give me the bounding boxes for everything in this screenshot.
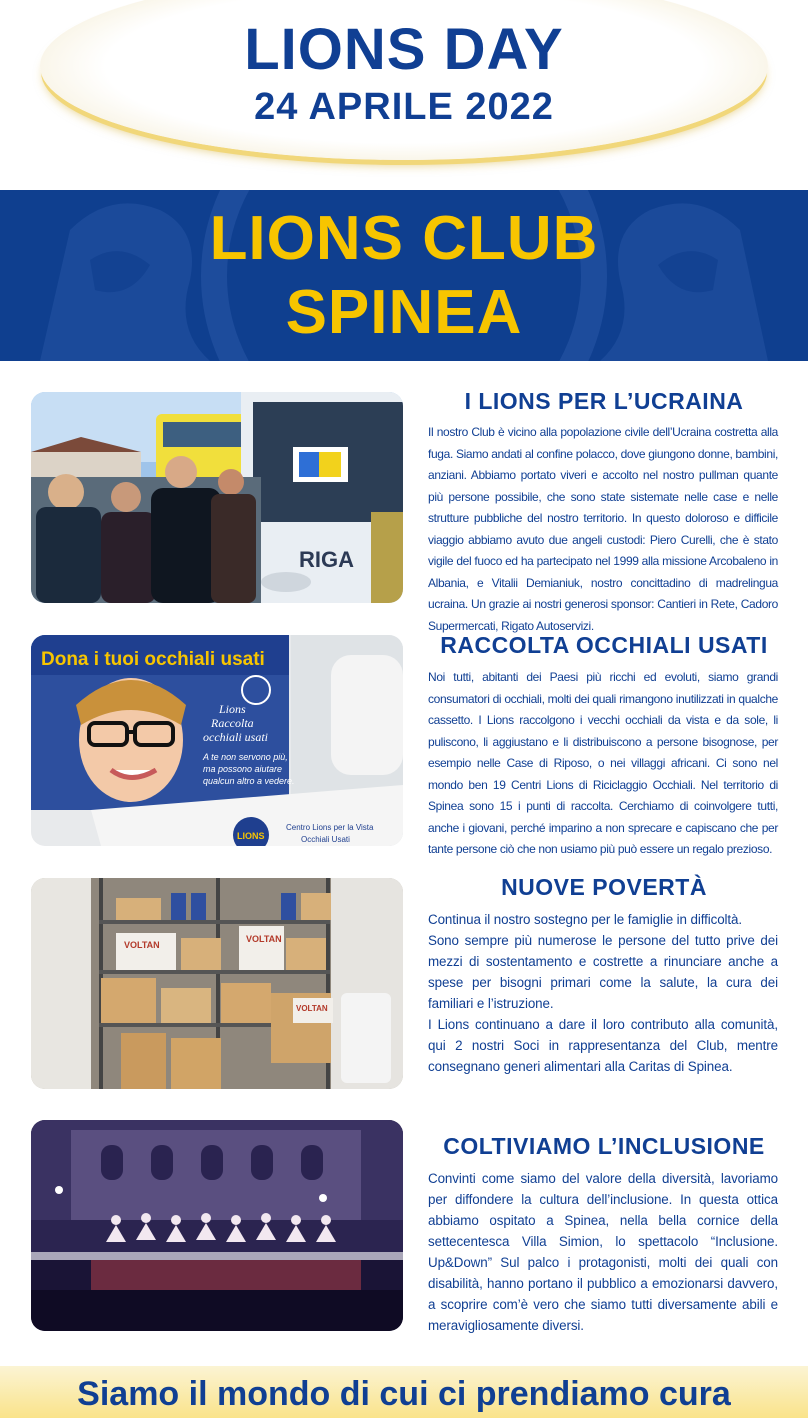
poster-brand-raccolta: Raccolta	[211, 716, 254, 730]
header	[0, 0, 808, 190]
poster-slogan-3: qualcun altro a vedere.	[203, 776, 295, 786]
bus-lettering: RIGA	[299, 547, 354, 572]
club-banner	[0, 190, 808, 361]
section-text-inclusion: Convinti come siamo del valore della diversità, lavoriamo per diffondere la cultura dell’inclusione. In questa ottica abbiamo ospitato a Spinea, nella bella cornice della settecentesca Villa Simion, lo spettacolo “Inclusione. Up&Down” Sul palco i protagonisti, molti dei quali con disabilità, hanno portano il pubblico a emozionarsi davvero, a scoprire com’è vero che siamo tutti diversamente abili e meravigliosamente diversi.	[428, 1171, 778, 1333]
section-heading-ukraine: I LIONS PER L’UCRAINA	[464, 388, 744, 414]
footer-band	[0, 1366, 808, 1418]
event-title: LIONS DAY	[244, 17, 564, 82]
lions-badge-text: LIONS	[237, 831, 265, 841]
event-date: 24 APRILE 2022	[254, 86, 554, 128]
section-text-poverty	[428, 909, 778, 1077]
poverty-paragraph-2: Sono sempre più numerose le persone del tutto prive dei mezzi di sostentamento e costrette a rinunciare anche a spese per bisogni primari come la salute, la cura dei familiari e l’istruzione.	[428, 933, 778, 1011]
box-brand-left: VOLTAN	[124, 940, 160, 950]
poster-brand-sub: occhiali usati	[203, 730, 268, 744]
food-boxes-photo	[31, 878, 403, 1089]
section-heading-poverty: NUOVE POVERTÀ	[501, 874, 707, 900]
theater-show-photo	[31, 1120, 403, 1331]
box-label-2: Occhiali Usati	[301, 835, 350, 844]
ukraine-photo	[31, 392, 403, 603]
poverty-paragraph-1: Continua il nostro sostegno per le famiglie in difficoltà.	[428, 912, 743, 927]
box-brand-right: VOLTAN	[246, 934, 282, 944]
club-name-line1: LIONS CLUB	[209, 204, 599, 273]
section-heading-inclusion: COLTIVIAMO L’INCLUSIONE	[443, 1133, 765, 1159]
poster-slogan-2: ma possono aiutare	[203, 764, 283, 774]
section-heading-glasses: RACCOLTA OCCHIALI USATI	[440, 632, 768, 658]
club-name-line2: SPINEA	[285, 278, 523, 347]
poster-brand: Lions	[219, 702, 246, 716]
glasses-poster-photo	[31, 635, 403, 846]
section-text-ukraine: Il nostro Club è vicino alla popolazione civile dell’Ucraina costretta alla fuga. Siamo andati al confine polacco, dove giungono donne, bambini, anziani. Abbiamo portato viveri e accolto nel nostro pullman quante più persone possibile, che sono state sistemate nelle case e nelle strutture pubbliche del nostro territorio. In questo doloroso e difficile viaggio abbiamo avuto due angeli custodi: Piero Curelli, che è stato vigile del fuoco ed ha partecipato nel 1999 alla missione Arcobaleno in Albania, e Vitalii Demianiuk, nostro concittadino di madrelingua ucraina. Un grazie ai nostri generosi sponsor: Cantieri in Rete, Cadoro Supermercati, Rigato Autoservizi.	[428, 425, 778, 633]
footer-tagline: Siamo il mondo di cui ci prendiamo cura	[77, 1375, 731, 1413]
poster-slogan-1: A te non servono più,	[203, 752, 288, 762]
poster-headline: Dona i tuoi occhiali usati	[41, 649, 265, 670]
section-text-glasses: Noi tutti, abitanti dei Paesi più ricchi ed evoluti, siamo grandi consumatori di occhiali, molti dei quali rimangono inutilizzati in qualche cassetto. I Lions raccolgono i vecchi occhiali da vista e da sole, li puliscono, li aggiustano e li distribuiscono a persone bisognose, per esempio nelle Case di Riposo, o nei villaggi africani. Ci sono nel mondo ben 19 Centri Lions di Riciclaggio Occhiali. Nel territorio di Spinea sono 15 i punti di raccolta. Cerchiamo di coinvolgere tutti, anche i giovani, perché imparino a non sprecare e capiscano che per tante persone ciò che non usiamo più può essere un regalo prezioso.	[428, 670, 778, 856]
box-brand-front: VOLTAN	[296, 1004, 328, 1013]
box-label-1: Centro Lions per la Vista	[286, 823, 374, 832]
poverty-paragraph-3: I Lions continuano a dare il loro contributo alla comunità, qui 2 nostri Soci in rappresentanza del Club, mentre consegnano generi alimentari alla Caritas di Spinea.	[428, 1017, 778, 1074]
